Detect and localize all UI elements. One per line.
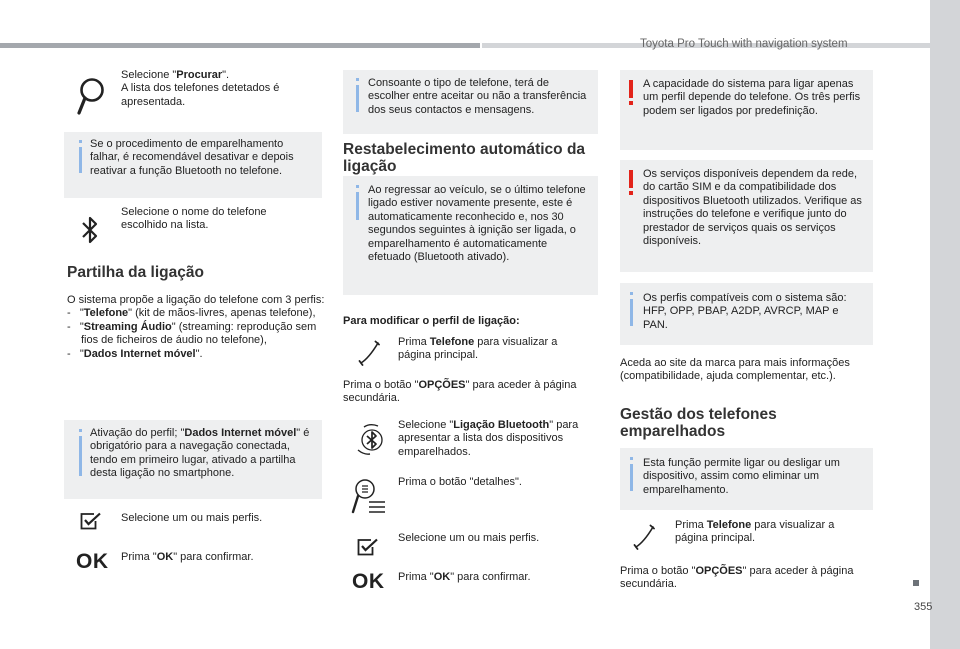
search-instruction: Selecione "Procurar". A lista dos telefones detetados é apresentada.	[121, 69, 280, 108]
ok-icon: OK	[352, 570, 385, 593]
bluetooth-link-icon	[354, 422, 390, 458]
warning-note: A capacidade do sistema para ligar apenas um perfil depende do telefone. Os três perfis podem ser ligados por predefinição.	[620, 70, 873, 150]
phone-icon	[633, 524, 655, 550]
options-instruction: Prima o botão "OPÇÕES" para aceder à página secundária.	[620, 565, 854, 591]
info-icon	[630, 299, 633, 326]
page-edge-strip	[930, 0, 960, 649]
warning-icon	[629, 80, 633, 98]
page-marker	[913, 580, 919, 586]
brand-site-instruction: Aceda ao site da marca para mais informações (compatibilidade, ajuda complementar, etc.).	[620, 357, 850, 383]
details-instruction: Prima o botão "detalhes".	[398, 476, 522, 488]
select-phone-instruction: Selecione o nome do telefone escolhido na lista.	[121, 206, 267, 232]
page-header-title: Toyota Pro Touch with navigation system	[640, 38, 848, 50]
confirm-instruction: Prima "OK" para confirmar.	[121, 551, 254, 563]
options-instruction: Prima o botão "OPÇÕES" para aceder à página secundária.	[343, 379, 577, 405]
confirm-instruction: Prima "OK" para confirmar.	[398, 571, 531, 583]
info-note: Ativação do perfil; "Dados Internet móvel" é obrigatório para a navegação conectada, tendo em primeiro lugar, ativado a partilha desta ligação no smartphone.	[64, 420, 322, 499]
page-number: 355	[914, 601, 933, 613]
info-note: Os perfis compatíveis com o sistema são: HFP, OPP, PBAP, A2DP, AVRCP, MAP e PAN.	[620, 283, 873, 345]
info-icon	[356, 192, 359, 220]
checkbox-icon	[80, 512, 102, 530]
info-icon	[630, 464, 633, 491]
info-icon	[356, 85, 359, 112]
details-icon	[351, 478, 387, 518]
header-rule-left	[0, 43, 480, 48]
profiles-intro: O sistema propõe a ligação do telefone com 3 perfis: - "Telefone" (kit de mãos-livres, apenas telefone), - "Streaming Áudio" (streaming: reprodução sem fios de ficheiros de áudio no telefone), - "Dados Internet móvel".	[67, 294, 325, 360]
info-note: Ao regressar ao veículo, se o último telefone ligado estiver novamente presente, este é automaticamente reconhecido e, nos 30 segundos seguintes à ignição ser ligada, o emparelhamento é automaticamente efetuado (Bluetooth ativado).	[343, 176, 598, 295]
heading-restabelecimento: Restabelecimento automático da ligação	[343, 141, 586, 175]
heading-partilha: Partilha da ligação	[67, 264, 204, 281]
info-icon	[79, 436, 82, 476]
phone-icon	[358, 340, 380, 366]
info-note: Consoante o tipo de telefone, terá de escolher entre aceitar ou não a transferência dos seus contactos e mensagens.	[343, 70, 598, 134]
info-note: Se o procedimento de emparelhamento falhar, é recomendável desativar e depois reativar a função Bluetooth no telefone.	[64, 132, 322, 198]
heading-gestao: Gestão dos telefones emparelhados	[620, 406, 777, 440]
search-icon	[77, 76, 105, 118]
bluetooth-icon	[80, 215, 100, 245]
ok-icon: OK	[76, 550, 109, 573]
info-note: Esta função permite ligar ou desligar um dispositivo, assim como eliminar um emparelhamento.	[620, 448, 873, 510]
press-phone-instruction: Prima Telefone para visualizar a página principal.	[398, 336, 558, 362]
select-profiles-instruction: Selecione um ou mais perfis.	[121, 512, 263, 524]
press-phone-instruction: Prima Telefone para visualizar a página principal.	[675, 519, 835, 545]
bluetooth-link-instruction: Selecione "Ligação Bluetooth" para apresentar a lista dos dispositivos emparelhados.	[398, 419, 579, 458]
info-icon	[79, 147, 82, 173]
checkbox-icon	[357, 538, 379, 556]
modify-profile-subheading: Para modificar o perfil de ligação:	[343, 315, 520, 327]
warning-icon	[629, 170, 633, 188]
warning-note: Os serviços disponíveis dependem da rede, do cartão SIM e da compatibilidade dos dispositivos Bluetooth utilizados. Verifique as instruções do telefone e verifique junto do prestador de serviços quais os serviços disponíveis.	[620, 160, 873, 272]
select-profiles-instruction: Selecione um ou mais perfis.	[398, 532, 540, 544]
